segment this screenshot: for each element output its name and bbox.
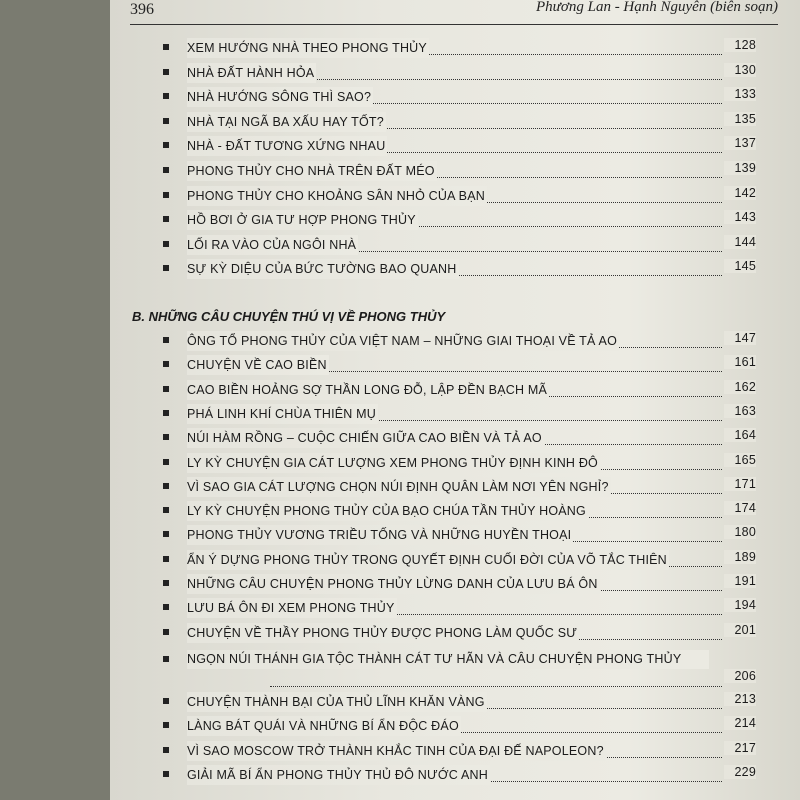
toc-entry-page: 201 [724,623,756,637]
toc-entry-page: 145 [724,259,756,273]
toc-entry [150,765,756,785]
toc-entry [150,161,756,181]
toc-entry-title: NHỮNG CÂU CHUYỆN PHONG THỦY LỪNG DANH CỦA LƯU BÁ ÔN [187,574,600,594]
toc-entry-title: XEM HƯỚNG NHÀ THEO PHONG THỦY [187,38,429,58]
toc-entry [150,259,756,279]
toc-entry [150,525,756,545]
toc-entry-page: 147 [724,331,756,345]
toc-entry-page: 137 [724,136,756,150]
toc-entry [150,136,756,156]
toc-entry-page: 164 [724,428,756,442]
square-bullet-icon [163,167,169,173]
toc-entry-page: 161 [724,355,756,369]
page-number: 396 [130,1,154,18]
toc-entry-page: 128 [724,38,756,52]
square-bullet-icon [163,142,169,148]
square-bullet-icon [163,580,169,586]
toc-entry-title: NHÀ HƯỚNG SÔNG THÌ SAO? [187,87,373,107]
toc-entry-title: LỐI RA VÀO CỦA NGÔI NHÀ [187,235,358,255]
toc-entry-page: 213 [724,692,756,706]
square-bullet-icon [163,604,169,610]
toc-entry [150,428,756,448]
toc-entry-title: PHONG THỦY VƯƠNG TRIỀU TỐNG VÀ NHỮNG HUYỀN THOẠI [187,525,573,545]
toc-entry-title: LY KỲ CHUYỆN PHONG THỦY CỦA BẠO CHÚA TẦN THỦY HOÀNG [187,501,588,521]
toc-entry-title: ẨN Ý DỰNG PHONG THỦY TRONG QUYẾT ĐỊNH CUỐI ĐỜI CỦA VÕ TẮC THIÊN [187,550,669,570]
square-bullet-icon [163,93,169,99]
toc-entry-page: 174 [724,501,756,515]
toc-entry-page: 191 [724,574,756,588]
toc-entry [150,574,756,594]
toc-entry [150,87,756,107]
toc-entry-title: ÔNG TỔ PHONG THỦY CỦA VIỆT NAM – NHỮNG GIAI THOẠI VỀ TẢ AO [187,331,619,351]
square-bullet-icon [163,556,169,562]
toc-entry-title: NHÀ TẠI NGÃ BA XẤU HAY TỐT? [187,112,386,132]
toc-entry-title: GIẢI MÃ BÍ ẨN PHONG THỦY THỦ ĐÔ NƯỚC ANH [187,765,490,785]
toc-entry-title: CHUYỆN VỀ THẦY PHONG THỦY ĐƯỢC PHONG LÀM QUỐC SƯ [187,623,579,643]
toc-entry-page: 194 [724,598,756,612]
square-bullet-icon [163,216,169,222]
toc-entry [150,331,756,351]
toc-entry-title: CHUYỆN THÀNH BẠI CỦA THỦ LĨNH KHĂN VÀNG [187,692,487,712]
toc-entry-title: PHÁ LINH KHÍ CHÙA THIÊN MỤ [187,404,378,424]
section-b-heading: B. NHỮNG CÂU CHUYỆN THÚ VỊ VỀ PHONG THỦY [132,309,446,324]
toc-entry [150,741,756,761]
book-page [110,0,800,800]
toc-entry [150,650,756,690]
toc-entry-page: 180 [724,525,756,539]
square-bullet-icon [163,361,169,367]
toc-entry [150,380,756,400]
toc-entry-title: NGỌN NÚI THÁNH GIA TỘC THÀNH CÁT TƯ HÃN VÀ CÂU CHUYỆN PHONG THỦY [187,650,709,669]
toc-entry-page: 133 [724,87,756,101]
square-bullet-icon [163,722,169,728]
toc-entry [150,38,756,58]
toc-entry [150,598,756,618]
toc-entry [150,501,756,521]
toc-entry-title: VÌ SAO GIA CÁT LƯỢNG CHỌN NÚI ĐỊNH QUÂN LÀM NƠI YÊN NGHỈ? [187,477,611,497]
square-bullet-icon [163,698,169,704]
toc-entry [150,235,756,255]
toc-entry [150,186,756,206]
toc-entry-page: 189 [724,550,756,564]
toc-entry [150,404,756,424]
square-bullet-icon [163,192,169,198]
toc-entry [150,355,756,375]
toc-entry-page: 162 [724,380,756,394]
toc-entry-title: PHONG THỦY CHO NHÀ TRÊN ĐẤT MÉO [187,161,437,181]
toc-entry-page: 139 [724,161,756,175]
toc-entry-page: 130 [724,63,756,77]
toc-entry-title: CHUYỆN VỀ CAO BIỀN [187,355,329,375]
toc-entry-page: 229 [724,765,756,779]
toc-entry-title: VÌ SAO MOSCOW TRỞ THÀNH KHẮC TINH CỦA ĐẠI ĐẾ NAPOLEON? [187,741,606,761]
toc-entry-title: LÀNG BÁT QUÁI VÀ NHỮNG BÍ ẨN ĐỘC ĐÁO [187,716,461,736]
toc-entry [150,623,756,643]
square-bullet-icon [163,386,169,392]
toc-entry-title: NÚI HÀM RỒNG – CUỘC CHIẾN GIỮA CAO BIỀN VÀ TẢ AO [187,428,544,448]
toc-entry [150,550,756,570]
toc-entry-title: CAO BIỀN HOẢNG SỢ THẦN LONG ĐỖ, LẬP ĐỀN BẠCH MÃ [187,380,549,400]
toc-entry-page: 143 [724,210,756,224]
square-bullet-icon [163,747,169,753]
toc-entry-title: SỰ KỲ DIỆU CỦA BỨC TƯỜNG BAO QUANH [187,259,459,279]
toc-entry-page: 135 [724,112,756,126]
toc-entry [150,692,756,712]
square-bullet-icon [163,483,169,489]
toc-entry [150,210,756,230]
square-bullet-icon [163,771,169,777]
toc-entry-title: LƯU BÁ ÔN ĐI XEM PHONG THỦY [187,598,397,618]
square-bullet-icon [163,337,169,343]
square-bullet-icon [163,118,169,124]
toc-entry [150,63,756,83]
square-bullet-icon [163,44,169,50]
toc-entry-title: LY KỲ CHUYỆN GIA CÁT LƯỢNG XEM PHONG THỦY ĐỊNH KINH ĐÔ [187,453,600,473]
toc-entry-page: 214 [724,716,756,730]
toc-entry [150,453,756,473]
toc-entry-page: 144 [724,235,756,249]
author-line: Phương Lan - Hạnh Nguyên (biên soạn) [536,0,778,15]
square-bullet-icon [163,531,169,537]
toc-entry-page: 163 [724,404,756,418]
toc-entry-page: 206 [724,669,756,683]
toc-entry-title: NHÀ - ĐẤT TƯƠNG XỨNG NHAU [187,136,387,156]
square-bullet-icon [163,69,169,75]
toc-entry-page: 142 [724,186,756,200]
toc-entry-title: NHÀ ĐẤT HÀNH HỎA [187,63,316,83]
square-bullet-icon [163,265,169,271]
square-bullet-icon [163,459,169,465]
square-bullet-icon [163,241,169,247]
toc-entry-title: HỒ BƠI Ở GIA TƯ HỢP PHONG THỦY [187,210,418,230]
toc-entry [150,716,756,736]
toc-entry-title: PHONG THỦY CHO KHOẢNG SÂN NHỎ CỦA BẠN [187,186,487,206]
square-bullet-icon [163,410,169,416]
toc-entry-page: 171 [724,477,756,491]
square-bullet-icon [163,656,169,662]
toc-entry-page: 217 [724,741,756,755]
toc-entry [150,477,756,497]
dot-leader [270,686,722,687]
square-bullet-icon [163,434,169,440]
page-header [130,0,778,25]
square-bullet-icon [163,629,169,635]
toc-entry-page: 165 [724,453,756,467]
square-bullet-icon [163,507,169,513]
toc-entry [150,112,756,132]
